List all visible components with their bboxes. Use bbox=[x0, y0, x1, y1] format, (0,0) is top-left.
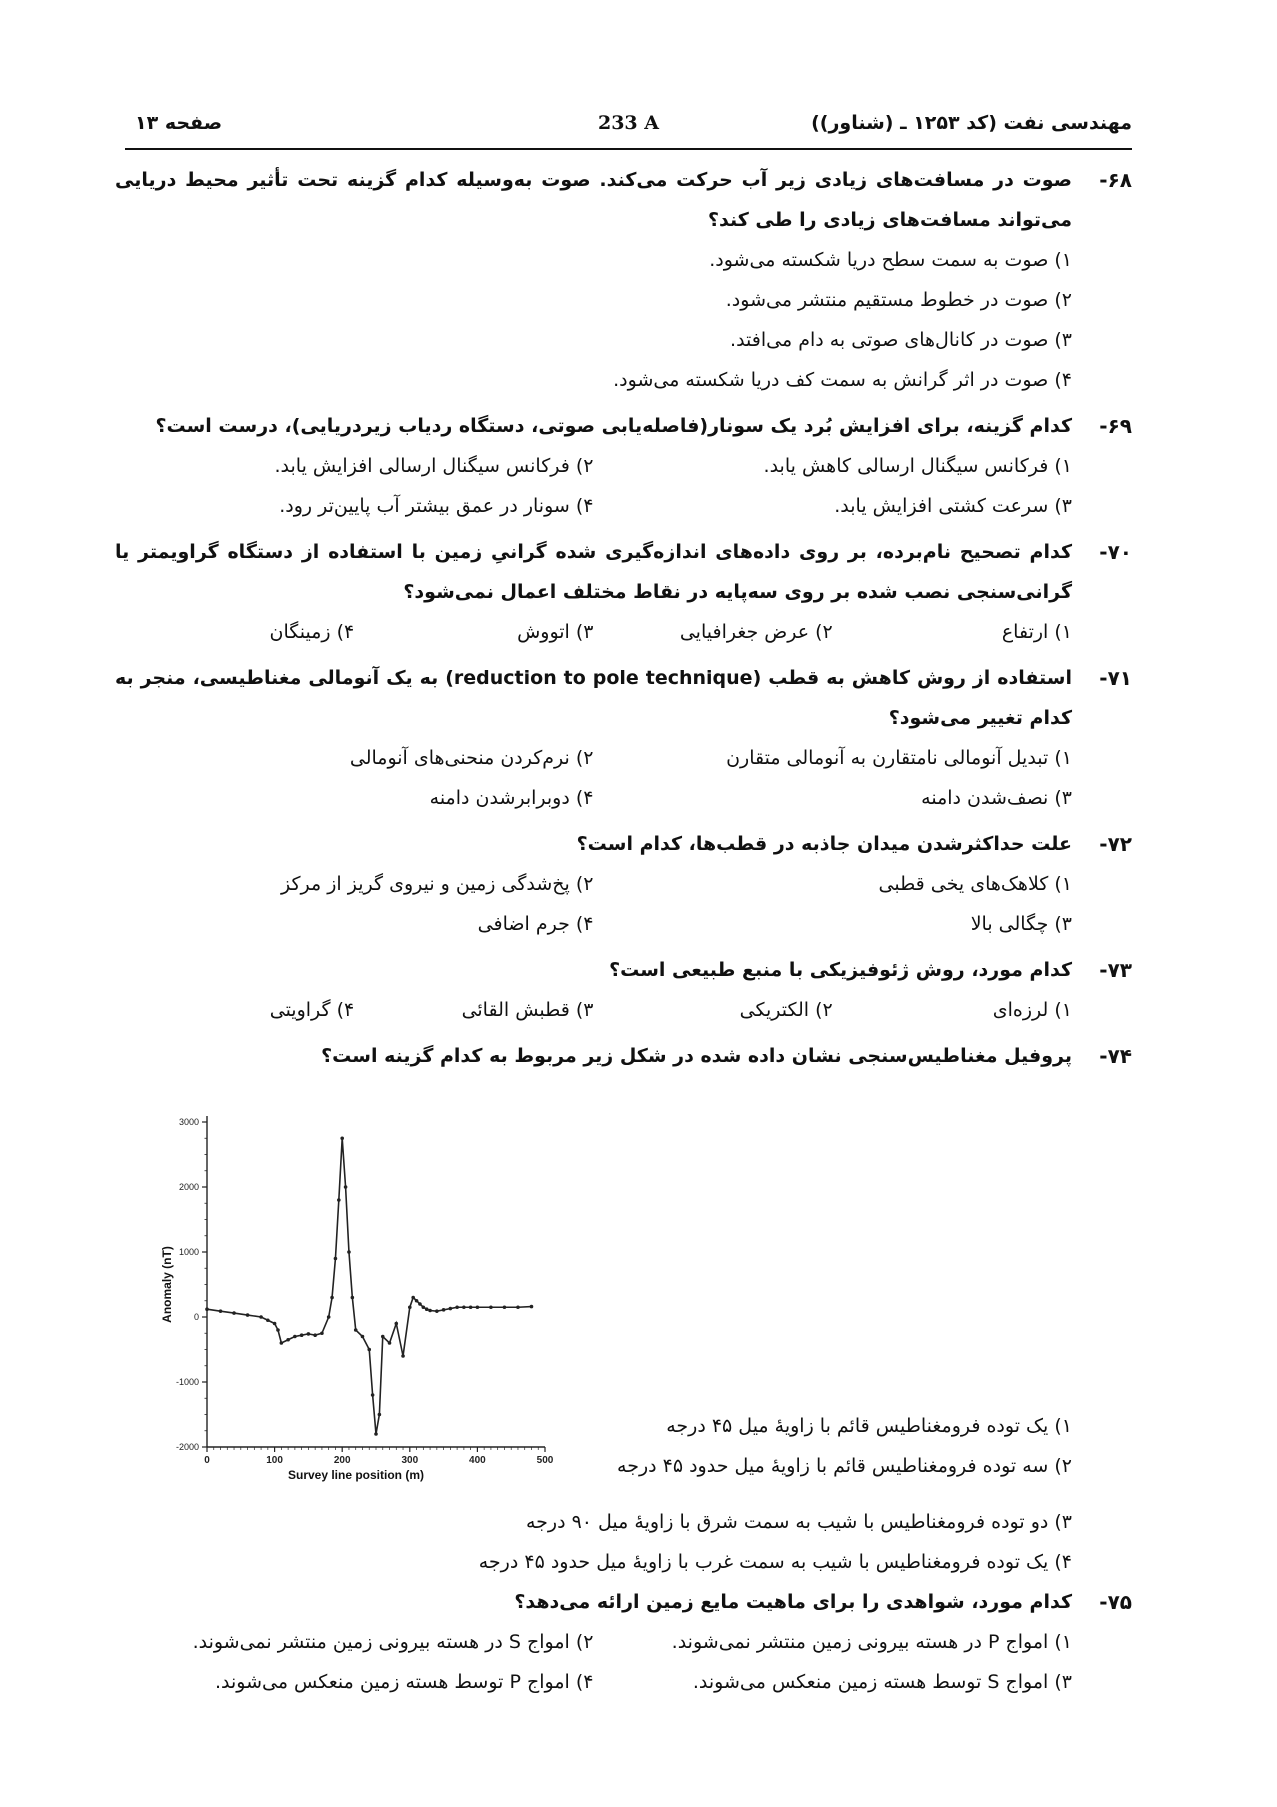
y-tick-label: -2000 bbox=[175, 1442, 199, 1452]
data-point bbox=[276, 1328, 280, 1332]
option-2: ۲) سه توده فرومغناطیس قائم با زاویهٔ میل حدود ۴۵ درجه bbox=[617, 1455, 1072, 1477]
question-71 bbox=[115, 658, 1132, 818]
y-axis-label: Anomaly (nT) bbox=[160, 1246, 174, 1323]
question-number: ۷۱- bbox=[1099, 666, 1132, 690]
option-4: ۴) یک توده فرومغناطیس با شیب به سمت غرب با زاویهٔ میل حدود ۴۵ درجه bbox=[478, 1551, 1072, 1573]
data-point bbox=[418, 1302, 422, 1306]
option-2: ۲) فرکانس سیگنال ارسالی افزایش یابد. bbox=[274, 455, 594, 477]
question-number: ۷۳- bbox=[1099, 958, 1132, 982]
data-point bbox=[371, 1393, 375, 1397]
option-4: ۴) گراویتی bbox=[269, 999, 355, 1021]
question-74-options-beside-figure bbox=[532, 1406, 1072, 1486]
option-4: ۴) امواج P توسط هسته زمین منعکس می‌شوند. bbox=[214, 1671, 594, 1693]
question-73 bbox=[115, 950, 1132, 1030]
question-68 bbox=[115, 160, 1132, 400]
data-point bbox=[232, 1311, 236, 1315]
data-point bbox=[381, 1335, 385, 1339]
question-text: صوت در مسافت‌های زیادی زیر آب حرکت می‌کند. صوت به‌وسیله کدام گزینه تحت تأثیر محیط دریایی می‌تواند مسافت‌های زیادی را طی کند؟ bbox=[115, 169, 1072, 231]
data-point bbox=[246, 1313, 250, 1317]
y-tick-label: 1000 bbox=[178, 1247, 199, 1257]
booklet-code: 233 A bbox=[597, 112, 660, 134]
data-point bbox=[354, 1328, 358, 1332]
option-2: ۲) امواج S در هسته بیرونی زمین منتشر نمی‌شوند. bbox=[192, 1631, 594, 1653]
question-text: استفاده از روش کاهش به قطب (reduction to pole technique) به یک آنومالی مغناطیسی، منجر به کدام تغییر می‌شود؟ bbox=[115, 667, 1072, 729]
option-3: ۳) امواج S توسط هسته زمین منعکس می‌شوند. bbox=[692, 1671, 1072, 1693]
anomaly-profile-line bbox=[207, 1138, 531, 1434]
option-1: ۱) ارتفاع bbox=[1001, 621, 1072, 643]
question-number: ۷۴- bbox=[1099, 1044, 1132, 1068]
y-tick-label: 0 bbox=[193, 1312, 199, 1322]
x-tick-label: 500 bbox=[536, 1455, 554, 1466]
data-point bbox=[411, 1296, 415, 1300]
data-point bbox=[388, 1341, 392, 1345]
option-3: ۳) قطبش القائی bbox=[461, 999, 594, 1021]
y-tick-label: 2000 bbox=[178, 1182, 199, 1192]
data-point bbox=[219, 1309, 223, 1313]
y-tick-label: -1000 bbox=[175, 1377, 199, 1387]
x-tick-label: 300 bbox=[401, 1455, 419, 1466]
data-point bbox=[428, 1309, 432, 1313]
data-point bbox=[286, 1338, 290, 1342]
data-point bbox=[503, 1305, 507, 1309]
question-74-figure-row bbox=[115, 1082, 1132, 1502]
option-3: ۳) چگالی بالا bbox=[970, 913, 1072, 935]
option-4: ۴) سونار در عمق بیشتر آب پایین‌تر رود. bbox=[279, 495, 594, 517]
question-text: کدام مورد، روش ژئوفیزیکی با منبع طبیعی است؟ bbox=[609, 959, 1072, 981]
x-tick-label: 400 bbox=[469, 1455, 486, 1466]
magnetic-profile-figure bbox=[115, 1082, 555, 1502]
data-point bbox=[435, 1309, 439, 1313]
question-72 bbox=[115, 824, 1132, 944]
question-number: ۷۲- bbox=[1099, 832, 1132, 856]
data-point bbox=[307, 1332, 311, 1336]
question-text: کدام گزینه، برای افزایش بُرد یک سونار(فاصله‌یابی صوتی، دستگاه ردیاب زیردریایی)، درست است؟ bbox=[155, 415, 1072, 437]
option-1: ۱) یک توده فرومغناطیس قائم با زاویهٔ میل ۴۵ درجه bbox=[666, 1415, 1072, 1437]
option-1: ۱) امواج P در هسته بیرونی زمین منتشر نمی‌شوند. bbox=[671, 1631, 1072, 1653]
data-point bbox=[337, 1198, 341, 1202]
data-point bbox=[408, 1305, 412, 1309]
magnetic-anomaly-chart bbox=[115, 1082, 555, 1502]
option-3: ۳) صوت در کانال‌های صوتی به دام می‌افتد. bbox=[730, 329, 1072, 351]
x-tick-label: 100 bbox=[266, 1455, 283, 1466]
data-point bbox=[476, 1305, 480, 1309]
x-axis-label: Survey line position (m) bbox=[287, 1468, 425, 1482]
data-point bbox=[320, 1331, 324, 1335]
data-point bbox=[530, 1305, 534, 1309]
data-point bbox=[340, 1136, 344, 1140]
option-1: ۱) تبدیل آنومالی نامتقارن به آنومالی متقارن bbox=[726, 747, 1072, 769]
option-1: ۱) کلاهک‌های یخی قطبی bbox=[878, 873, 1072, 895]
option-4: ۴) زمینگان bbox=[269, 621, 355, 643]
question-number: ۶۸- bbox=[1099, 168, 1132, 192]
question-number: ۷۵- bbox=[1099, 1590, 1132, 1614]
option-4: ۴) جرم اضافی bbox=[477, 913, 594, 935]
data-point bbox=[469, 1305, 473, 1309]
data-point bbox=[293, 1335, 297, 1339]
data-point bbox=[259, 1315, 263, 1319]
data-point bbox=[351, 1296, 355, 1300]
questions-area bbox=[115, 160, 1132, 1708]
option-3: ۳) دو توده فرومغناطیس با شیب به سمت شرق با زاویهٔ میل ۹۰ درجه bbox=[525, 1511, 1072, 1533]
option-4: ۴) صوت در اثر گرانش به سمت کف دریا شکسته می‌شود. bbox=[613, 369, 1072, 391]
data-point bbox=[442, 1308, 446, 1312]
exam-title: مهندسی نفت (کد ۱۲۵۳ ـ (شناور)) bbox=[811, 112, 1132, 134]
option-3: ۳) اتووش bbox=[517, 621, 594, 643]
option-2: ۲) صوت در خطوط مستقیم منتشر می‌شود. bbox=[725, 289, 1072, 311]
data-point bbox=[273, 1322, 277, 1326]
question-70 bbox=[115, 532, 1132, 652]
option-2: ۲) عرض جغرافیایی bbox=[679, 621, 833, 643]
data-point bbox=[266, 1318, 270, 1322]
option-3: ۳) سرعت کشتی افزایش یابد. bbox=[834, 495, 1072, 517]
x-tick-label: 200 bbox=[333, 1455, 351, 1466]
data-point bbox=[280, 1341, 284, 1345]
data-point bbox=[205, 1307, 209, 1311]
page-number: صفحه ۱۳ bbox=[135, 112, 223, 134]
question-text: پروفیل مغناطیس‌سنجی نشان داده شده در شکل زیر مربوط به کدام گزینه است؟ bbox=[321, 1045, 1072, 1067]
data-point bbox=[344, 1185, 348, 1189]
option-1: ۱) لرزه‌ای bbox=[992, 999, 1072, 1021]
question-74 bbox=[115, 1036, 1132, 1076]
option-1: ۱) صوت به سمت سطح دریا شکسته می‌شود. bbox=[709, 249, 1072, 271]
question-text: علت حداکثرشدن میدان جاذبه در قطب‌ها، کدام است؟ bbox=[576, 833, 1072, 855]
data-point bbox=[378, 1413, 382, 1417]
x-tick-label: 0 bbox=[204, 1455, 210, 1466]
data-point bbox=[462, 1305, 466, 1309]
option-3: ۳) نصف‌شدن دامنه bbox=[921, 787, 1072, 809]
data-point bbox=[367, 1348, 371, 1352]
question-75 bbox=[115, 1582, 1132, 1702]
option-4: ۴) دوبرابرشدن دامنه bbox=[429, 787, 594, 809]
question-number: ۷۰- bbox=[1099, 540, 1132, 564]
data-point bbox=[300, 1333, 304, 1337]
data-point bbox=[516, 1305, 520, 1309]
question-number: ۶۹- bbox=[1099, 414, 1132, 438]
data-point bbox=[334, 1257, 338, 1261]
data-point bbox=[374, 1432, 378, 1436]
data-point bbox=[394, 1322, 398, 1326]
data-point bbox=[330, 1296, 334, 1300]
data-point bbox=[455, 1305, 459, 1309]
data-point bbox=[327, 1315, 331, 1319]
data-point bbox=[425, 1307, 429, 1311]
data-point bbox=[347, 1250, 351, 1254]
data-point bbox=[415, 1299, 419, 1303]
question-text: کدام مورد، شواهدی را برای ماهیت مایع زمین ارائه می‌دهد؟ bbox=[514, 1591, 1072, 1613]
data-point bbox=[422, 1305, 426, 1309]
page-header bbox=[125, 108, 1132, 150]
data-point bbox=[401, 1354, 405, 1358]
option-2: ۲) الکتریکی bbox=[739, 999, 833, 1021]
option-2: ۲) پخ‌شدگی زمین و نیروی گریز از مرکز bbox=[281, 873, 594, 895]
data-point bbox=[361, 1335, 365, 1339]
data-point bbox=[489, 1305, 493, 1309]
question-74-options-below bbox=[115, 1502, 1132, 1582]
question-text: کدام تصحیح نام‌برده، بر روی داده‌های اندازه‌گیری شده گرانیِ زمین با استفاده از دستگاه گراویمتر یا گرانی‌سنجی نصب شده بر روی سه‌پایه در نقاط مختلف اعمال نمی‌شود؟ bbox=[115, 541, 1072, 603]
data-point bbox=[313, 1333, 317, 1337]
option-1: ۱) فرکانس سیگنال ارسالی کاهش یابد. bbox=[763, 455, 1072, 477]
data-point bbox=[449, 1307, 453, 1311]
question-69 bbox=[115, 406, 1132, 526]
y-tick-label: 3000 bbox=[178, 1117, 199, 1127]
option-2: ۲) نرم‌کردن منحنی‌های آنومالی bbox=[349, 747, 594, 769]
